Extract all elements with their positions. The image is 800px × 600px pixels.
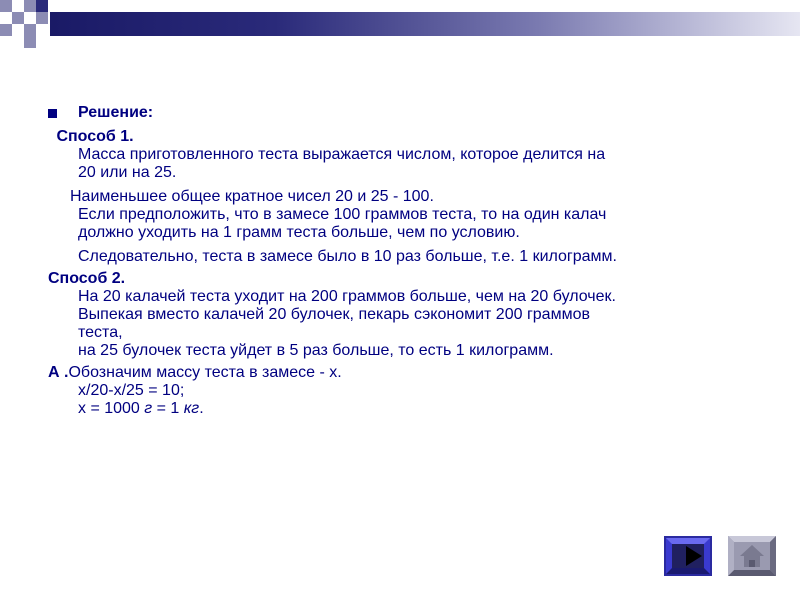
m1-line4: Если предположить, что в замесе 100 граммов теста, то на один калач bbox=[78, 206, 607, 223]
m3-line2: х/20-х/25 = 10; bbox=[78, 382, 185, 399]
m3-eq-unit1: г bbox=[144, 400, 153, 417]
method2-title: Способ 2. bbox=[48, 270, 126, 287]
square-bullet-icon bbox=[48, 109, 57, 118]
m1-line3: Наименьшее общее кратное чисел 20 и 25 - 100. bbox=[70, 188, 434, 205]
solution-heading: Решение: bbox=[78, 104, 154, 121]
next-button[interactable] bbox=[664, 536, 712, 576]
m3-equation bbox=[48, 400, 768, 418]
corner-squares-decoration bbox=[0, 0, 60, 52]
method1-title: Способ 1. bbox=[52, 128, 134, 145]
solution-text bbox=[48, 104, 768, 418]
m2-line3: теста, bbox=[78, 324, 123, 341]
m1-line5: должно уходить на 1 грамм теста больше, чем по условию. bbox=[78, 224, 520, 241]
m3-eq-end: . bbox=[199, 400, 204, 417]
header-bar bbox=[50, 12, 800, 36]
m3-eq-unit2: кг bbox=[183, 400, 200, 417]
m2-line2: Выпекая вместо калачей 20 булочек, пекарь сэкономит 200 граммов bbox=[78, 306, 590, 323]
m3-eq-mid: = 1 bbox=[152, 400, 184, 417]
m3-line1: Обозначим массу теста в замесе - х. bbox=[68, 364, 342, 381]
solution-heading-row bbox=[48, 104, 768, 122]
m1-line6: Следовательно, теста в замесе было в 10 раз больше, т.е. 1 килограмм. bbox=[78, 248, 617, 265]
method3-prefix: А . bbox=[48, 364, 69, 381]
m3-eq-start: х = 1000 bbox=[78, 400, 145, 417]
m2-line1: На 20 калачей теста уходит на 200 граммов больше, чем на 20 булочек. bbox=[78, 288, 616, 305]
m1-line2: 20 или на 25. bbox=[78, 164, 177, 181]
m1-line1: Масса приготовленного теста выражается числом, которое делится на bbox=[78, 146, 606, 163]
m2-line4: на 25 булочек теста уйдет в 5 раз больше, то есть 1 килограмм. bbox=[78, 342, 554, 359]
method3-row bbox=[48, 364, 768, 382]
home-button[interactable] bbox=[728, 536, 776, 576]
